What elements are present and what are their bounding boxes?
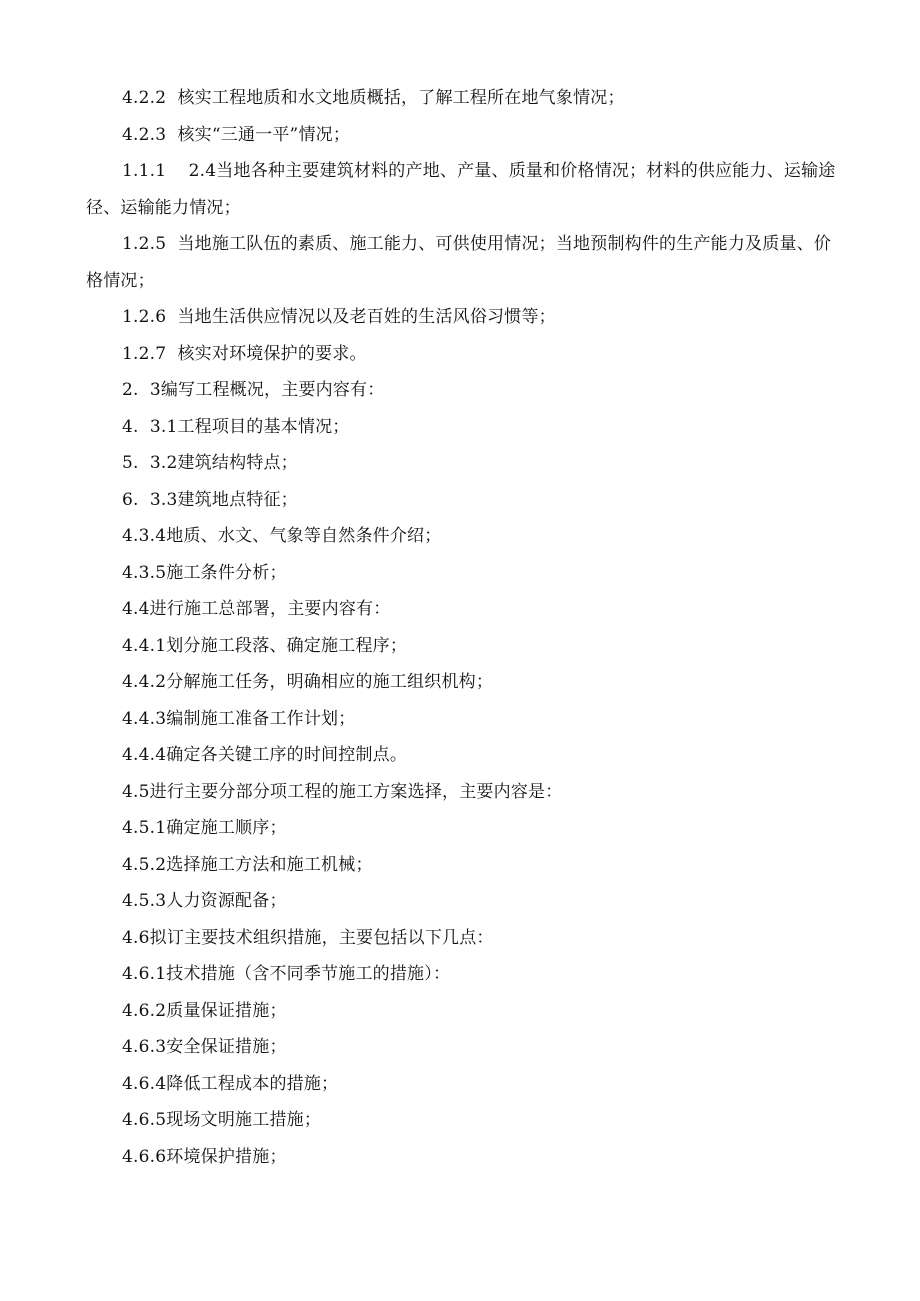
paragraph-4-6-3: 4.6.3安全保证措施； bbox=[122, 1037, 287, 1057]
paragraph-4-6-6: 4.6.6环境保护措施； bbox=[122, 1146, 287, 1167]
paragraph-4-6-5: 4.6.5现场文明施工措施； bbox=[122, 1110, 322, 1130]
paragraph-1-2-7: 1.2.7 核实对环境保护的要求。 bbox=[122, 343, 367, 364]
paragraph-4-6-1: 4.6.1技术措施（含不同季节施工的措施）： bbox=[122, 964, 451, 984]
paragraph-1-2-5: 1.2.5 当地施工队伍的素质、施工能力、可供使用情况；当地预制构件的生产能力及质量、价格情况； bbox=[86, 234, 832, 291]
paragraph-4-4-1: 4.4.1划分施工段落、确定施工程序； bbox=[122, 635, 408, 656]
paragraph-4-5-2: 4.5.2选择施工方法和施工机械； bbox=[122, 854, 373, 875]
paragraph-4-2-3: 4.2.3 核实“三通一平”情况； bbox=[122, 124, 351, 145]
paragraph-4-5-3: 4.5.3人力资源配备； bbox=[122, 891, 287, 911]
paragraph-4-5-1: 4.5.1确定施工顺序； bbox=[122, 818, 287, 838]
paragraph-4-4-4: 4.4.4确定各关键工序的时间控制点。 bbox=[122, 745, 408, 765]
paragraph-4-6-4: 4.6.4降低工程成本的措施； bbox=[122, 1073, 339, 1094]
paragraph-4-4: 4.4进行施工总部署，主要内容有： bbox=[122, 599, 391, 619]
paragraph-5-3-2: 5. 3.2建筑结构特点； bbox=[122, 453, 298, 473]
paragraph-1-1-1: 1.1.1 2.4当地各种主要建筑材料的产地、产量、质量和价格情况；材料的供应能力、运输途径、运输能力情况； bbox=[86, 161, 836, 218]
paragraph-4-4-2: 4.4.2分解施工任务，明确相应的施工组织机构； bbox=[122, 672, 494, 692]
paragraph-4-3-4: 4.3.4地质、水文、气象等自然条件介绍； bbox=[122, 526, 442, 546]
paragraph-2-3: 2. 3编写工程概况，主要内容有： bbox=[122, 380, 385, 400]
paragraph-4-3-5: 4.3.5施工条件分析； bbox=[122, 562, 287, 583]
paragraph-4-6: 4.6拟订主要技术组织措施，主要包括以下几点： bbox=[122, 927, 494, 948]
paragraph-4-6-2: 4.6.2质量保证措施； bbox=[122, 1000, 287, 1021]
document-body bbox=[86, 80, 838, 1175]
paragraph-6-3-3: 6. 3.3建筑地点特征； bbox=[122, 489, 298, 510]
paragraph-4-2-2: 4.2.2 核实工程地质和水文地质概括，了解工程所在地气象情况； bbox=[122, 88, 625, 108]
paragraph-4-5: 4.5进行主要分部分项工程的施工方案选择，主要内容是： bbox=[122, 781, 563, 802]
paragraph-4-3-1: 4. 3.1工程项目的基本情况； bbox=[122, 416, 350, 437]
paragraph-1-2-6: 1.2.6 当地生活供应情况以及老百姓的生活风俗习惯等； bbox=[122, 307, 556, 327]
paragraph-4-4-3: 4.4.3编制施工准备工作计划； bbox=[122, 708, 356, 729]
